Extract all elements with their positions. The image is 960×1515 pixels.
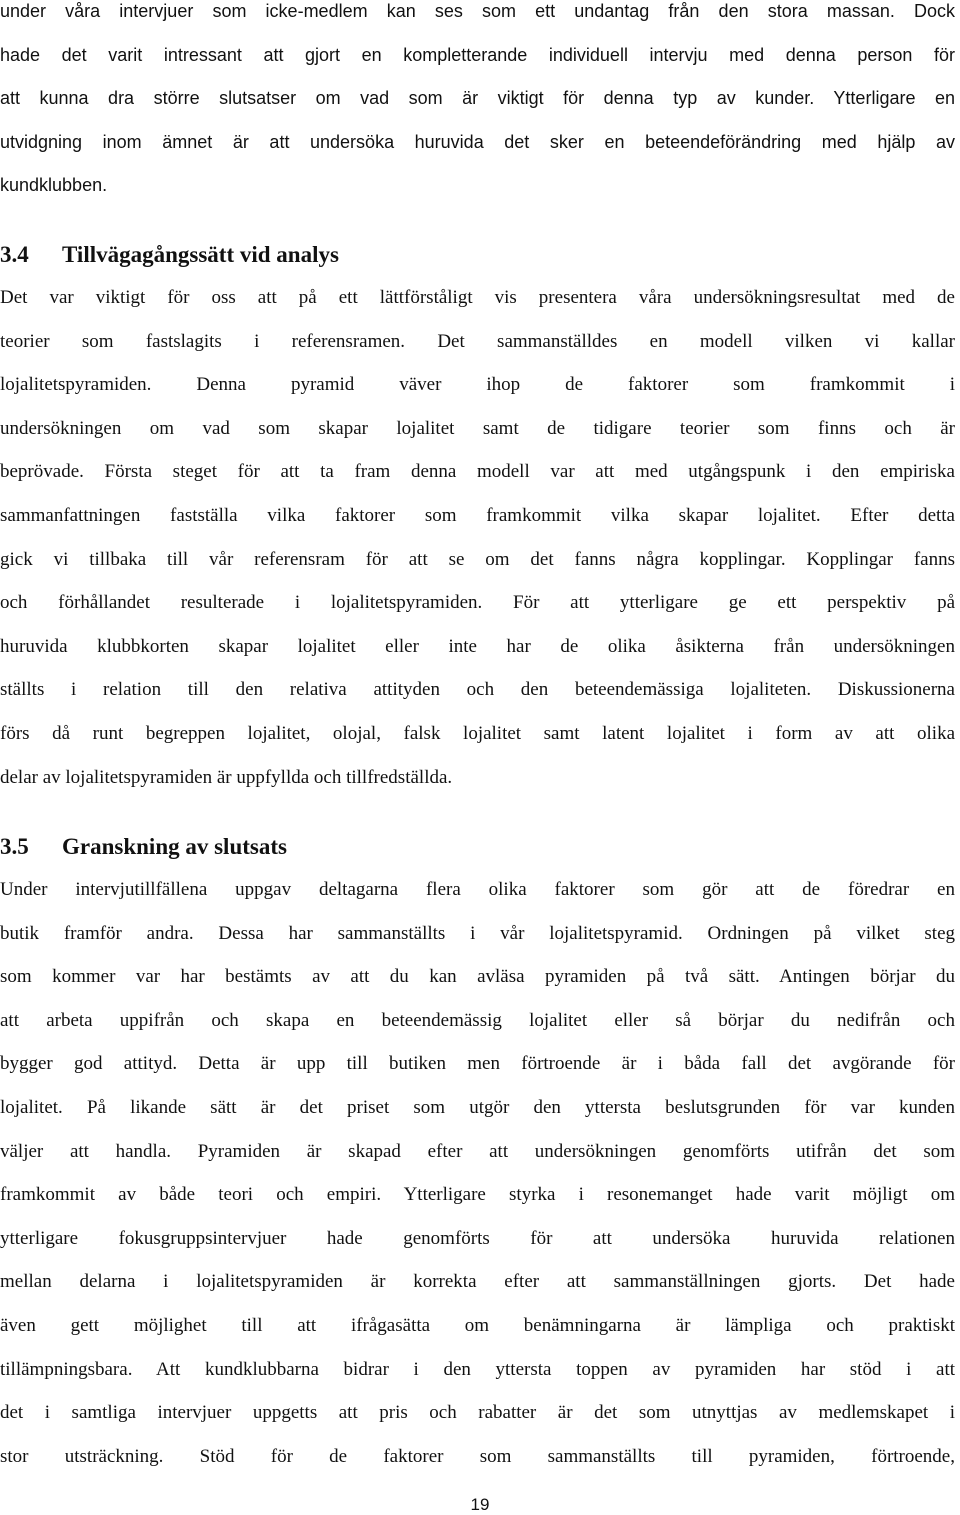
section-title: Tillvägagångssätt vid analys [62, 242, 339, 267]
section-heading-3-4 [0, 240, 339, 270]
text-line: undersökningen om vad som skapar lojalitet samt de tidigare teorier som finns och är [0, 417, 955, 439]
text-line: ytterligare fokusgruppsintervjuer hade genomförts för att undersöka huruvida relationen [0, 1227, 955, 1249]
text-line: väljer att handla. Pyramiden är skapad efter att undersökningen genomförts utifrån det som [0, 1140, 955, 1162]
section-3-5-paragraph [0, 868, 955, 1478]
text-line: bygger god attityd. Detta är upp till butiken men förtroende är i båda fall det avgörande för [0, 1053, 955, 1075]
text-line: kundklubben. [0, 175, 108, 196]
text-line: gick vi tillbaka till vår referensram för att se om det fanns några kopplingar. Kopplingar fanns [0, 548, 955, 570]
text-line: teorier som fastslagits i referensramen. Det sammanställdes en modell vilken vi kallar [0, 330, 955, 352]
page-number: 19 [470, 1495, 490, 1514]
text-line: lojalitet. På likande sätt är det priset som utgör den yttersta beslutsgrunden för var kunden [0, 1096, 955, 1118]
section-title: Granskning av slutsats [62, 834, 287, 859]
section-heading-3-5 [0, 832, 287, 862]
text-line: att arbeta uppifrån och skapa en beteendemässig lojalitet eller så börjar du nedifrån och [0, 1009, 955, 1031]
text-line: beprövade. Första steget för att ta fram denna modell var att med utgångspunk i den empiriska [0, 461, 955, 483]
text-line: att kunna dra större slutsatser om vad som är viktigt för denna typ av kunder. Ytterligare en [0, 88, 955, 109]
text-line: under våra intervjuer som icke-medlem kan ses som ett undantag från den stora massan. Dock [0, 1, 955, 21]
text-line: och förhållandet resulterade i lojalitetspyramiden. För att ytterligare ge ett perspektiv på [0, 592, 955, 614]
text-line: förs då runt begreppen lojalitet, olojal, falsk lojalitet samt latent lojalitet i form av att olika [0, 722, 955, 744]
text-line: som kommer var har bestämts av att du kan avläsa pyramiden på två sätt. Antingen börjar du [0, 966, 955, 988]
text-line: mellan delarna i lojalitetspyramiden är korrekta efter att sammanställningen gjorts. Det hade [0, 1271, 955, 1293]
text-line: stor utsträckning. Stöd för de faktorer som sammanställts till pyramiden, förtroende, [0, 1445, 955, 1467]
text-line: även gett möjlighet till att ifrågasätta om benämningarna är lämpliga och praktiskt [0, 1314, 955, 1336]
text-line: hade det varit intressant att gjort en kompletterande individuell intervju med denna person för [0, 44, 955, 65]
section-number: 3.5 [0, 834, 29, 859]
text-line: lojalitetspyramiden. Denna pyramid väver ihop de faktorer som framkommit i [0, 374, 955, 396]
text-line: det i samtliga intervjuer uppgetts att pris och rabatter är det som utnyttjas av medlemskapet i [0, 1402, 955, 1424]
text-line: utvidgning inom ämnet är att undersöka huruvida det sker en beteendeförändring med hjälp av [0, 131, 955, 152]
text-line: Det var viktigt för oss att på ett lättförståligt vis presentera våra undersökningsresultat med de [0, 287, 955, 308]
text-line: ställts i relation till den relativa attityden och den beteendemässiga lojaliteten. Diskussionerna [0, 679, 955, 701]
text-line: tillämpningsbara. Att kundklubbarna bidrar i den yttersta toppen av pyramiden har stöd i att [0, 1358, 955, 1380]
text-line: framkommit av både teori och empiri. Ytterligare styrka i resonemanget hade varit möjligt om [0, 1184, 955, 1206]
text-line: huruvida klubbkorten skapar lojalitet eller inte har de olika åsikterna från undersökningen [0, 635, 955, 657]
text-line: delar av lojalitetspyramiden är uppfyllda och tillfredställda. [0, 766, 453, 788]
text-line: sammanfattningen fastställa vilka faktorer som framkommit vilka skapar lojalitet. Efter detta [0, 504, 955, 526]
intro-paragraph [0, 0, 955, 208]
section-number: 3.4 [0, 242, 29, 267]
text-line: butik framför andra. Dessa har sammanställts i vår lojalitetspyramid. Ordningen på vilket steg [0, 922, 955, 944]
text-line: Under intervjutillfällena uppgav deltagarna flera olika faktorer som gör att de föredrar en [0, 879, 955, 900]
section-3-4-paragraph [0, 276, 955, 799]
